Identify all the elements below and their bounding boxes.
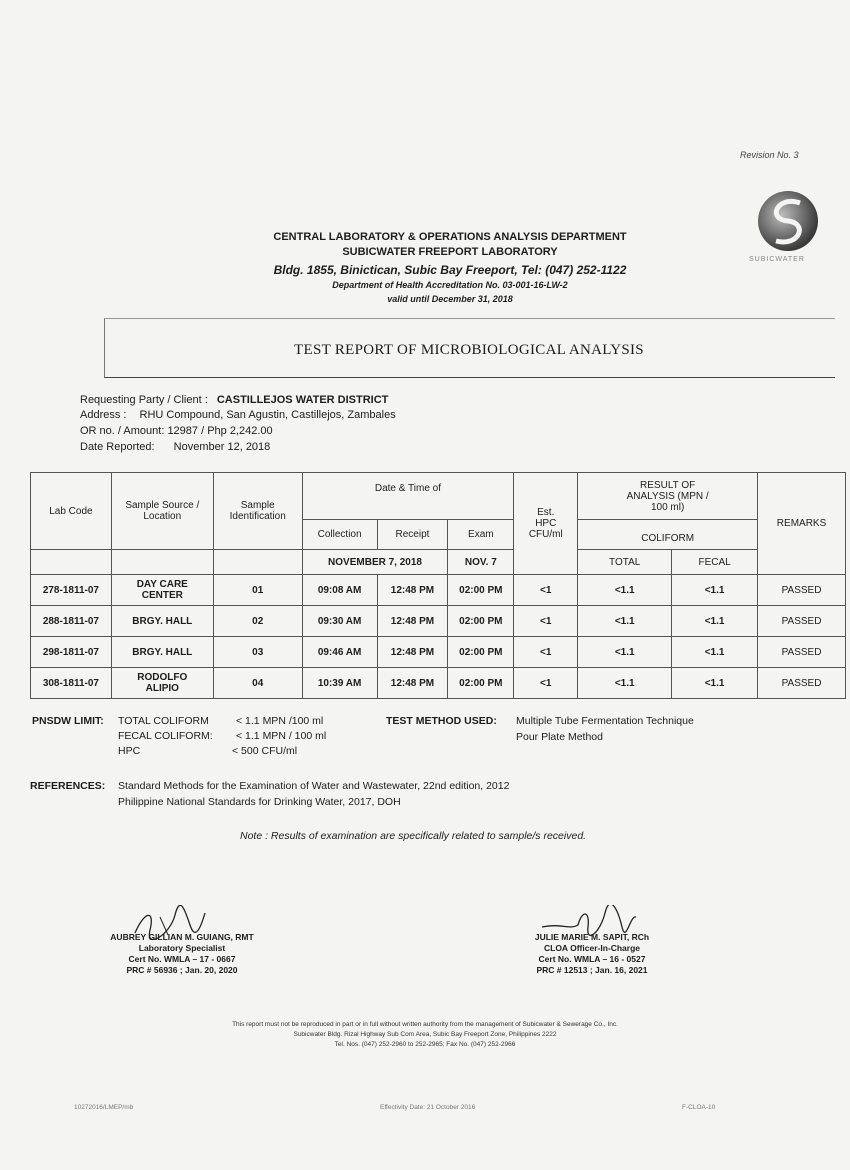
- client-label: Requesting Party / Client :: [80, 394, 208, 406]
- cell-source: BRGY. HALL: [111, 637, 213, 668]
- cell-lab-code: 288-1811-07: [31, 606, 112, 637]
- cell-fecal: <1.1: [672, 606, 758, 637]
- effectivity-date: Effectivity Date: 21 October 2016: [380, 1104, 476, 1111]
- header-collection: Collection: [302, 520, 377, 550]
- table-row: [31, 637, 846, 668]
- cell-fecal: <1.1: [672, 637, 758, 668]
- header-total: TOTAL: [578, 550, 672, 575]
- blank-cell: [213, 550, 302, 575]
- cell-fecal: <1.1: [672, 668, 758, 699]
- signatory-left-name: AUBREY GILLIAN M. GUIANG, RMT: [110, 932, 254, 942]
- collection-receipt-date: NOVEMBER 7, 2018: [302, 550, 448, 575]
- limit-total-label: TOTAL COLIFORM: [118, 715, 209, 727]
- header-department: CENTRAL LABORATORY & OPERATIONS ANALYSIS DEPARTMENT: [273, 231, 627, 243]
- cell-collection: 09:46 AM: [302, 637, 377, 668]
- client-value: CASTILLEJOS WATER DISTRICT: [216, 394, 389, 406]
- address-value: RHU Compound, San Agustin, Castillejos, Zambales: [139, 409, 396, 421]
- form-number: F-CLOA-10: [682, 1104, 716, 1111]
- header-est-hpc: Est. HPC CFU/ml: [514, 473, 578, 575]
- cell-hpc: <1: [514, 668, 578, 699]
- limit-fecal-label: FECAL COLIFORM:: [118, 730, 213, 742]
- cell-ident: 02: [213, 606, 302, 637]
- cell-hpc: <1: [514, 575, 578, 606]
- signatory-right-cert: Cert No. WMLA – 16 - 0527: [538, 954, 646, 964]
- cell-receipt: 12:48 PM: [377, 575, 448, 606]
- cell-source: BRGY. HALL: [111, 606, 213, 637]
- footer-address: Subicwater Bldg. Rizal Highway Sub Com Area, Subic Bay Freeport Zone, Philippines 2222: [293, 1031, 557, 1038]
- or-value: 12987 / Php 2,242.00: [167, 425, 273, 437]
- method-line-2: Pour Plate Method: [516, 731, 603, 743]
- cell-collection: 09:30 AM: [302, 606, 377, 637]
- date-reported-line: [80, 440, 270, 454]
- signatory-right: [492, 932, 692, 976]
- table-row: [31, 668, 846, 699]
- header-laboratory: SUBICWATER FREEPORT LABORATORY: [342, 246, 558, 258]
- cell-exam: 02:00 PM: [448, 606, 514, 637]
- cell-ident: 03: [213, 637, 302, 668]
- or-line: [80, 424, 273, 438]
- cell-exam: 02:00 PM: [448, 637, 514, 668]
- cell-lab-code: 278-1811-07: [31, 575, 112, 606]
- signatory-left-role: Laboratory Specialist: [138, 943, 226, 953]
- cell-hpc: <1: [514, 637, 578, 668]
- subicwater-logo-icon: [748, 185, 828, 265]
- cell-exam: 02:00 PM: [448, 575, 514, 606]
- signatory-left-cert: Cert No. WMLA – 17 - 0667: [128, 954, 236, 964]
- method-line-1: Multiple Tube Fermentation Technique: [516, 715, 694, 727]
- signatory-right-prc: PRC # 12513 ; Jan. 16, 2021: [536, 965, 648, 975]
- note-text: Note : Results of examination are specifically related to sample/s received.: [240, 830, 587, 842]
- cell-fecal: <1.1: [672, 575, 758, 606]
- limit-fecal-value: < 1.1 MPN / 100 ml: [236, 730, 327, 742]
- results-table: [30, 472, 846, 699]
- method-label: TEST METHOD USED:: [386, 715, 497, 727]
- cell-remarks: PASSED: [758, 575, 846, 606]
- cell-collection: 09:08 AM: [302, 575, 377, 606]
- cell-remarks: PASSED: [758, 668, 846, 699]
- report-title: TEST REPORT OF MICROBIOLOGICAL ANALYSIS: [294, 342, 644, 358]
- footer-phone: Tel. Nos. (047) 252-2960 to 252-2965; Fax No. (047) 252-2966: [334, 1041, 516, 1048]
- cell-total: <1.1: [578, 637, 672, 668]
- header-result-analysis: RESULT OF ANALYSIS (MPN / 100 ml): [578, 473, 758, 520]
- signatory-right-name: JULIE MARIE M. SAPIT, RCh: [534, 932, 650, 942]
- header-validity: valid until December 31, 2018: [387, 294, 513, 304]
- reference-2: Philippine National Standards for Drinking Water, 2017, DOH: [118, 796, 401, 808]
- or-label: OR no. / Amount:: [80, 425, 165, 437]
- cell-ident: 04: [213, 668, 302, 699]
- header-receipt: Receipt: [377, 520, 448, 550]
- header-sample-identification: Sample Identification: [213, 473, 302, 550]
- references-label: REFERENCES:: [30, 780, 106, 792]
- date-reported-value: November 12, 2018: [173, 441, 271, 453]
- address-line: [80, 408, 396, 422]
- cell-total: <1.1: [578, 606, 672, 637]
- cell-source: DAY CARE CENTER: [111, 575, 213, 606]
- header-lab-code: Lab Code: [31, 473, 112, 550]
- header-remarks: REMARKS: [758, 473, 846, 575]
- client-line: [80, 393, 388, 407]
- footer-disclaimer: This report must not be reproduced in part or in full without written authority from the management of Subicwater & Sewerage Co., Inc.: [232, 1021, 618, 1028]
- cell-exam: 02:00 PM: [448, 668, 514, 699]
- blank-cell: [111, 550, 213, 575]
- cell-remarks: PASSED: [758, 606, 846, 637]
- revision-label: Revision No. 3: [740, 150, 799, 160]
- cell-collection: 10:39 AM: [302, 668, 377, 699]
- footer: [100, 1020, 750, 1050]
- cell-total: <1.1: [578, 575, 672, 606]
- cell-receipt: 12:48 PM: [377, 606, 448, 637]
- header-address: Bldg. 1855, Binictican, Subic Bay Freeport, Tel: (047) 252-1122: [273, 263, 627, 277]
- signatory-left-prc: PRC # 56936 ; Jan. 20, 2020: [126, 965, 238, 975]
- cell-remarks: PASSED: [758, 637, 846, 668]
- limit-total-value: < 1.1 MPN /100 ml: [236, 715, 324, 727]
- header-accreditation: Department of Health Accreditation No. 03-001-16-LW-2: [332, 280, 568, 290]
- limit-hpc-value: < 500 CFU/ml: [232, 745, 298, 757]
- header-fecal: FECAL: [672, 550, 758, 575]
- date-reported-label: Date Reported:: [80, 441, 155, 453]
- cell-lab-code: 298-1811-07: [31, 637, 112, 668]
- document-code: 10272016/LMEP/mb: [74, 1104, 134, 1111]
- table-row: [31, 575, 846, 606]
- table-row: [31, 606, 846, 637]
- cell-total: <1.1: [578, 668, 672, 699]
- header-coliform: COLIFORM: [578, 520, 758, 550]
- limits-label: PNSDW LIMIT:: [32, 715, 104, 727]
- reference-1: Standard Methods for the Examination of Water and Wastewater, 22nd edition, 2012: [118, 780, 510, 792]
- cell-lab-code: 308-1811-07: [31, 668, 112, 699]
- cell-hpc: <1: [514, 606, 578, 637]
- blank-cell: [31, 550, 112, 575]
- signatory-left: [82, 932, 282, 976]
- header-date-time: Date & Time of: [302, 473, 514, 520]
- cell-receipt: 12:48 PM: [377, 637, 448, 668]
- header-sample-source: Sample Source / Location: [111, 473, 213, 550]
- header-exam: Exam: [448, 520, 514, 550]
- signatory-right-role: CLOA Officer-In-Charge: [543, 943, 641, 953]
- logo-text: SUBICWATER: [749, 256, 805, 263]
- exam-date: NOV. 7: [448, 550, 514, 575]
- address-label: Address :: [80, 409, 127, 421]
- limit-hpc-label: HPC: [118, 745, 141, 757]
- cell-receipt: 12:48 PM: [377, 668, 448, 699]
- cell-ident: 01: [213, 575, 302, 606]
- cell-source: RODOLFO ALIPIO: [111, 668, 213, 699]
